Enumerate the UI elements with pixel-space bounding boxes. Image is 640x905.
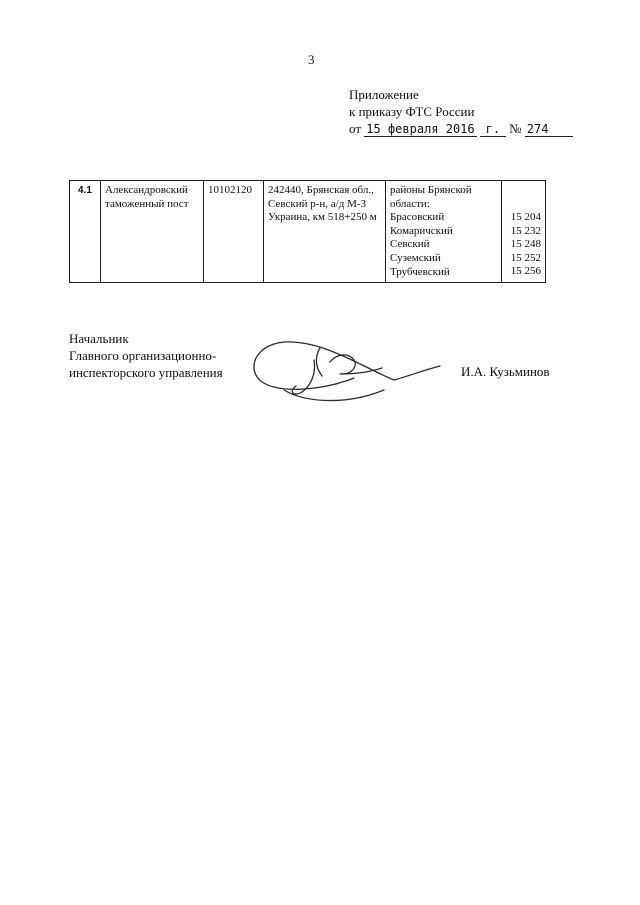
row-number: 4.1 [70, 181, 101, 283]
post-code: 10102120 [204, 181, 264, 283]
page-number: 3 [308, 52, 315, 67]
post-name: Александровский таможенный пост [101, 181, 204, 283]
signer-name: И.А. Кузьминов [461, 364, 550, 379]
area-code: 15 232 [510, 224, 541, 237]
date-prefix: от [349, 121, 362, 136]
appendix-order-reference: к приказу ФТС России [349, 104, 475, 119]
area-codes-spacer [506, 184, 541, 211]
order-number: 274 [525, 122, 573, 137]
year-suffix: г. [480, 122, 506, 137]
areas-heading: районы Брянской области: [390, 184, 472, 210]
areas-cell [386, 181, 502, 283]
area-name: Суземский [390, 251, 441, 264]
appendix-date-line [349, 120, 573, 137]
order-date: 15 февраля 2016 [366, 122, 475, 136]
signatory-title-line: Начальник [69, 331, 129, 346]
appendix-title: Приложение [349, 87, 419, 102]
area-name: Брасовский [390, 211, 445, 224]
number-sign: № [509, 121, 522, 136]
handwritten-signature [244, 330, 444, 410]
area-name: Севский [390, 238, 430, 251]
table-row [70, 181, 546, 283]
area-name: Трубчевский [390, 265, 450, 278]
area-codes-cell [502, 181, 546, 283]
signatory-title-line: инспекторского управления [69, 365, 223, 380]
area-code: 15 248 [510, 238, 541, 251]
post-address: 242440, Брянская обл., Севский р-н, а/д М-3 Украина, км 518+250 м [264, 181, 386, 283]
signatory-title-line: Главного организационно- [69, 348, 217, 363]
area-code: 15 204 [510, 211, 541, 223]
customs-post-table [69, 180, 546, 283]
appendix-header [349, 86, 573, 137]
signatory-title [69, 330, 223, 381]
area-name: Комаричский [390, 224, 453, 237]
area-code: 15 256 [510, 265, 541, 278]
area-code: 15 252 [510, 251, 541, 264]
